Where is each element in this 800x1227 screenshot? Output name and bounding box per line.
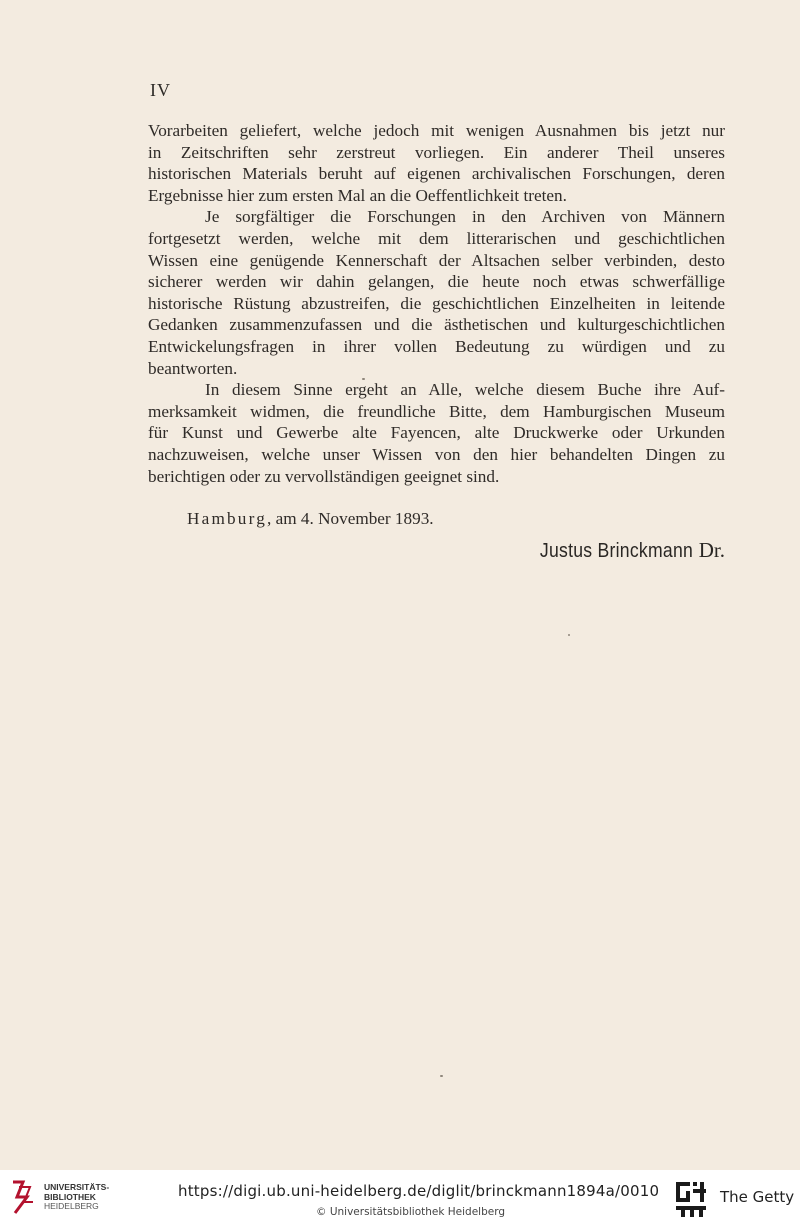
copyright-notice: © Universitätsbibliothek Heidelberg <box>316 1206 506 1218</box>
paragraph-3 <box>148 379 725 487</box>
date-line <box>187 508 434 530</box>
text-line: sicherer werden wir dahin gelangen, die heute noch etwas schwerfällige <box>148 272 725 292</box>
text-line: für Kunst und Gewerbe alte Fayencen, alte Druckwerke oder Urkunden <box>148 423 725 443</box>
text-line: historischen Materials beruht auf eigenen archivalischen Forschungen, deren <box>148 164 725 184</box>
library-line: UNIVERSITÄTS- <box>44 1182 110 1192</box>
permalink-url[interactable]: https://digi.ub.uni-heidelberg.de/diglit/brinckmann1894a/0010 <box>178 1182 660 1200</box>
library-name <box>44 1183 109 1212</box>
paper-speck <box>568 634 570 636</box>
signature-name: Justus Brinckmann <box>540 540 694 562</box>
partner-name: The Getty <box>720 1188 795 1206</box>
library-line: BIBLIOTHEK <box>44 1191 96 1202</box>
text-line: beantworten. <box>148 358 238 378</box>
text-line: berichtigen oder zu vervollständigen geeignet sind. <box>148 466 500 486</box>
text-line: Vorarbeiten geliefert, welche jedoch mit wenigen Ausnahmen bis jetzt nur <box>148 121 725 140</box>
body-text <box>148 120 725 487</box>
signature <box>493 538 725 563</box>
paragraph-1 <box>148 120 725 206</box>
signature-title: Dr. <box>698 538 725 562</box>
getty-logo-icon <box>674 1180 708 1218</box>
university-library-logo-icon <box>10 1178 36 1216</box>
paper-speck <box>440 1075 443 1077</box>
text-line: fortgesetzt werden, welche mit dem litterarischen und geschichtlichen <box>148 228 725 248</box>
paper-speck <box>362 378 365 380</box>
footer-bar <box>0 1170 800 1227</box>
page-number: IV <box>150 80 171 100</box>
text-line: Je sorgfältiger die Forschungen in den Archiven von Männern <box>205 207 725 227</box>
text-line: Wissen eine genügende Kennerschaft der Altsachen selber verbinden, desto <box>148 250 725 270</box>
text-line: merksamkeit widmen, die freundliche Bitte, dem Hamburgischen Museum <box>148 401 725 421</box>
text-line: Ergebnisse hier zum ersten Mal an die Oeffentlichkeit treten. <box>148 185 567 205</box>
text-line: In diesem Sinne ergeht an Alle, welche diesem Buche ihre Auf- <box>205 380 725 400</box>
text-line: in Zeitschriften sehr zerstreut vorliegen. Ein anderer Theil unseres <box>148 142 725 162</box>
text-line: Entwickelungsfragen in ihrer vollen Bedeutung zu würdigen und zu <box>148 336 725 356</box>
library-line: HEIDELBERG <box>44 1201 99 1211</box>
text-line: nachzuweisen, welche unser Wissen von den hier behandelten Dingen zu <box>148 444 725 464</box>
paragraph-2 <box>148 206 725 379</box>
date-place: Hamburg <box>187 509 268 528</box>
date-text: , am 4. November 1893. <box>267 509 434 528</box>
text-line: Gedanken zusammenzufassen und die ästhetischen und kulturgeschichtlichen <box>148 315 725 335</box>
text-line: historische Rüstung abzustreifen, die geschichtlichen Einzelheiten in leitende <box>148 293 725 313</box>
